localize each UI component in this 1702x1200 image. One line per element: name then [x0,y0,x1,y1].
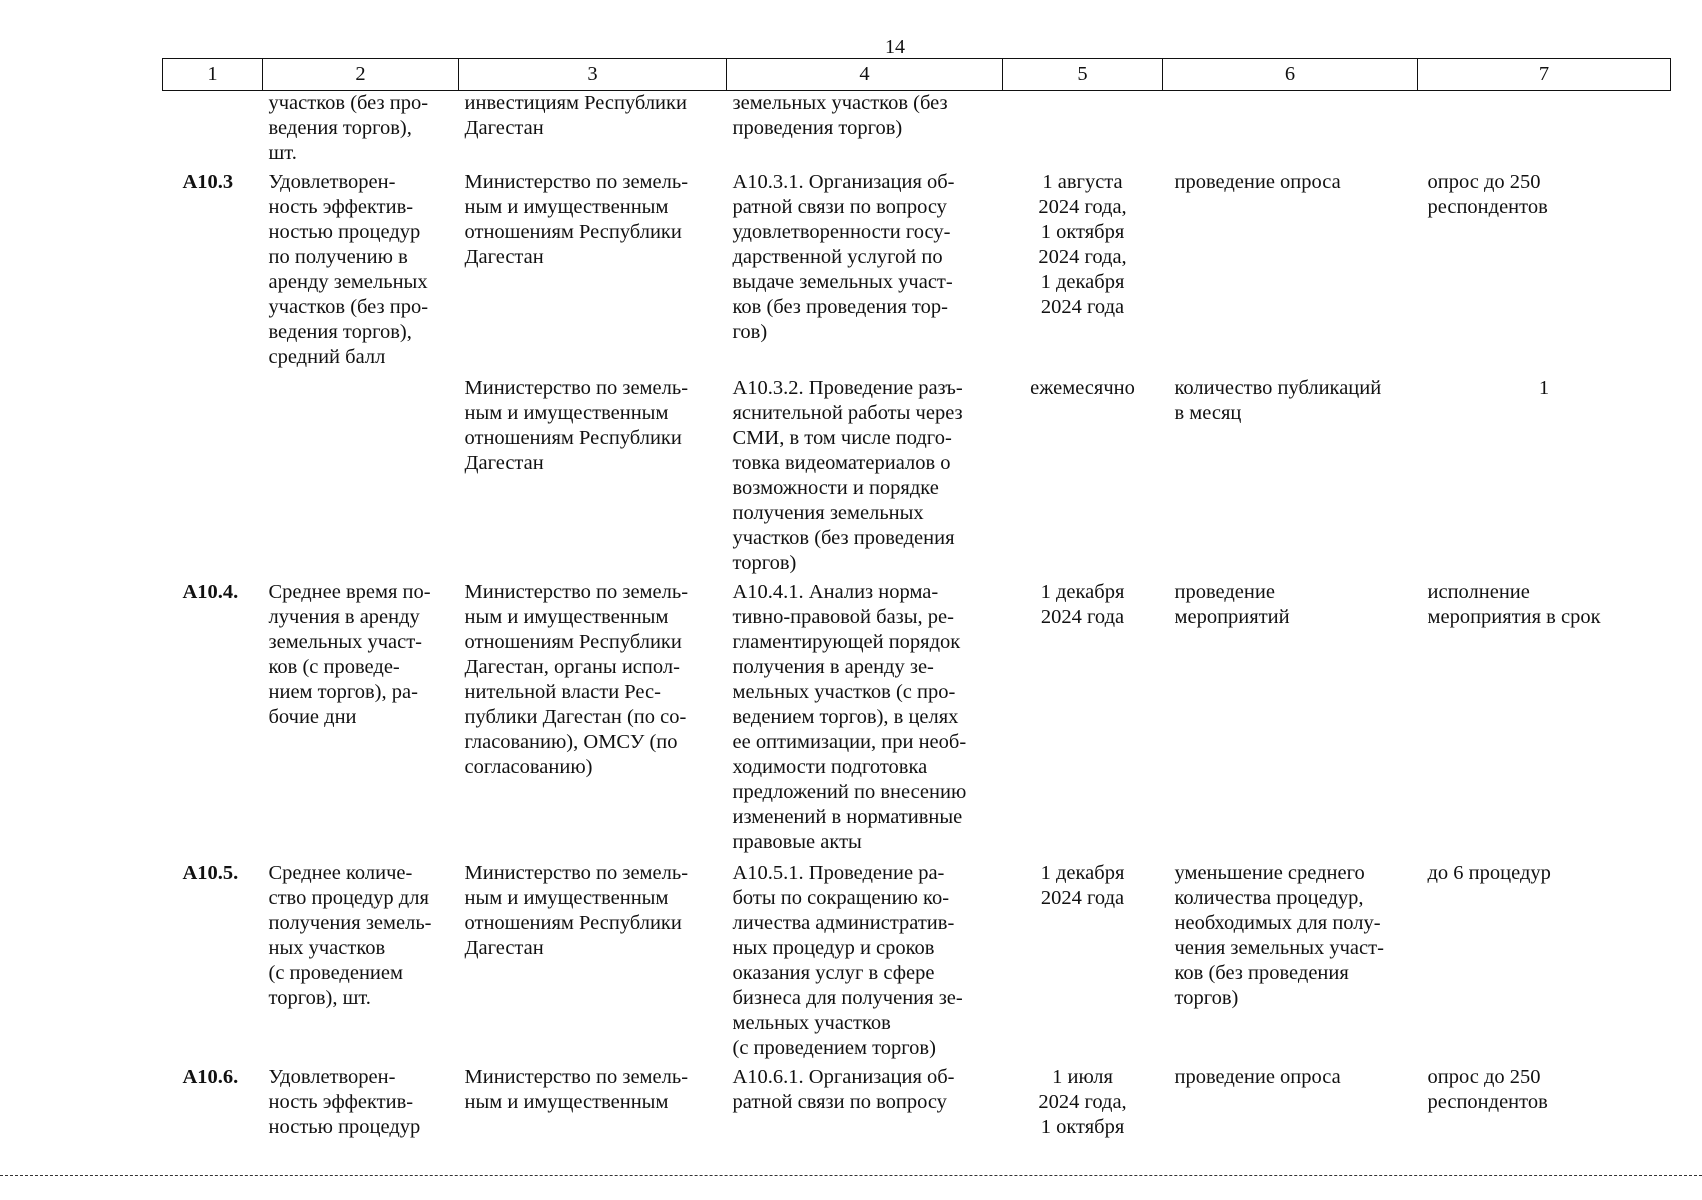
activity-cell: А10.5.1. Проведение ра- боты по сокращению ко- личества административ- ных процедур и сроков оказания услуг в сфере бизнеса для получения зе- мельных участков (с проведением торгов) [732,862,963,1059]
deadline-cell: 1 декабря 2024 года [1040,581,1125,628]
result-cell [1163,91,1418,169]
indicator-cell: участков (без про- ведения торгов), шт. [268,92,429,164]
table-row [163,168,1671,374]
activity-cell: А10.3.2. Проведение разъ- яснительной работы через СМИ, в том числе подго- товка видеоматериалов о возможности и порядке получения земельных участков (без проведения торгов) [732,377,963,574]
column-header-6: 6 [1163,59,1418,91]
deadline-cell [1003,91,1163,169]
indicator-cell: Удовлетворен- ность эффектив- ностью процедур [268,1066,421,1138]
table-body [163,91,1671,1154]
result-cell: проведение опроса [1174,171,1341,193]
column-header-5: 5 [1003,59,1163,91]
activity-cell: А10.4.1. Анализ норма- тивно-правовой базы, ре- гламентирующей порядок получения в аренду зе- мельных участков (с про- ведением торгов), в целях ее оптимизации, при необ- ходимости подготовка предложений по внесению изменений в нормативные правовые акты [732,581,967,853]
plan-table [162,58,1671,1153]
row-code [163,91,263,169]
indicator-cell: Удовлетворен- ность эффектив- ностью процедур по получению в аренду земельных участков (без про- ведения торгов), средний балл [268,171,429,368]
value-cell: опрос до 250 респондентов [1427,171,1548,218]
deadline-cell: 1 декабря 2024 года [1040,862,1125,909]
column-header-3: 3 [459,59,727,91]
plan-table-container [162,58,1670,1153]
column-header-1: 1 [163,59,263,91]
indicator-cell: Среднее время по- лучения в аренду земельных участ- ков (с проведе- нием торгов), ра- бочие дни [268,581,431,728]
column-header-7: 7 [1418,59,1671,91]
page-number: 14 [885,36,905,58]
result-cell: проведение мероприятий [1174,581,1290,628]
table-row [163,1063,1671,1153]
indicator-cell [263,374,459,578]
responsible-cell: Министерство по земель- ным и имущественным отношениям Республики Дагестан [464,862,689,959]
value-cell [1418,91,1671,169]
deadline-cell: 1 августа 2024 года, 1 октября 2024 года, 1 декабря 2024 года [1038,171,1127,318]
page-bottom-divider [0,1175,1702,1176]
indicator-cell: Среднее количе- ство процедур для получения земель- ных участков (с проведением торгов), шт. [268,862,432,1009]
table-row [163,374,1671,578]
responsible-cell: Министерство по земель- ным и имущественным [464,1066,689,1113]
activity-cell: А10.6.1. Организация об- ратной связи по вопросу [732,1066,955,1113]
result-cell: количество публикаций в месяц [1174,377,1382,424]
row-code: А10.5. [182,862,239,884]
column-header-2: 2 [263,59,459,91]
result-cell: проведение опроса [1174,1066,1341,1088]
column-header-4: 4 [727,59,1003,91]
row-code: А10.3 [182,171,234,193]
deadline-cell: 1 июля 2024 года, 1 октября [1038,1066,1127,1138]
row-code: А10.6. [182,1066,239,1088]
table-row [163,578,1671,859]
deadline-cell: ежемесячно [1030,377,1135,399]
value-cell: до 6 процедур [1427,862,1551,884]
activity-cell: А10.3.1. Организация об- ратной связи по вопросу удовлетворенности госу- дарственной услугой по выдаче земельных участ- ков (без проведения тор- гов) [732,171,955,343]
responsible-cell: Министерство по земель- ным и имущественным отношениям Республики Дагестан [464,171,689,268]
value-cell: 1 [1538,377,1550,399]
row-code: А10.4. [182,581,239,603]
value-cell: опрос до 250 респондентов [1427,1066,1548,1113]
table-row [163,859,1671,1063]
responsible-cell: Министерство по земель- ным и имущественным отношениям Республики Дагестан, органы испол- нительной власти Рес- публики Дагестан (по со- гласованию), ОМСУ (по согласованию) [464,581,689,778]
value-cell: исполнение мероприятия в срок [1427,581,1601,628]
table-header [163,59,1671,91]
row-code [163,374,263,578]
responsible-cell: Министерство по земель- ным и имущественным отношениям Республики Дагестан [464,377,689,474]
result-cell: уменьшение среднего количества процедур, необходимых для полу- чения земельных участ- ков (без проведения торгов) [1174,862,1384,1009]
responsible-cell: инвестициям Республики Дагестан [464,92,687,139]
activity-cell: земельных участков (без проведения торгов) [732,92,948,139]
table-row [163,91,1671,169]
